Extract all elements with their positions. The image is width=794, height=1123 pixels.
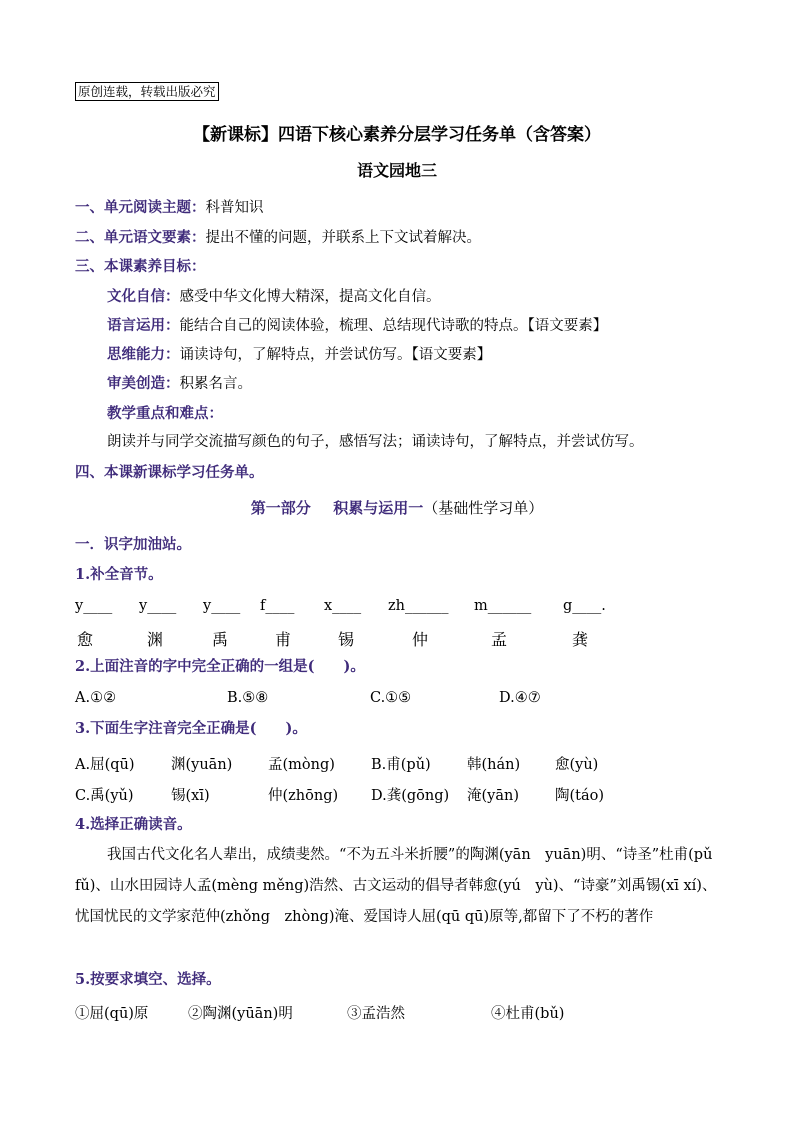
q2-option-d[interactable]: D.④⑦ [499,690,541,706]
q3-c-3: 仲(zhōng) [268,788,339,804]
char-1: 愈 [77,630,94,649]
goal-aesthetic [107,374,252,394]
char-6: 仲 [412,630,429,649]
q5-item-3: ③孟浩然 [347,1006,405,1022]
goal-thinking-value: 诵读诗句，了解特点，并尝试仿写。【语文要素】 [179,347,492,363]
blank-2[interactable]: y____ [139,598,177,614]
goal-culture [107,287,441,307]
q3-a-1[interactable]: A.屈(qū) [75,757,135,773]
q3-d-3: 陶(táo) [555,788,605,804]
goal-aesthetic-value: 积累名言。 [179,376,252,392]
q3-b-3: 愈(yù) [555,757,599,773]
question-2: 2.上面注音的字中完全正确的一组是( )。 [75,658,365,675]
blank-7[interactable]: m______ [474,598,532,614]
question-4-passage: 我国古代文化名人辈出，成绩斐然。“不为五斗米折腰”的陶渊(yān yuān)明、“诗圣”杜甫(pǔ fǔ)、山水田园诗人孟(mèng měng)浩然、古文运动的倡导者韩愈(yú yù)、“诗豪”刘禹锡(xī xí)、忧国忧民的文学家范仲(zhǒng zhòng)淹、爱国诗人屈(qū qū)原等,都留下了不朽的著作 [75,847,727,925]
question-5: 5.按要求填空、选择。 [75,971,221,988]
goal-language [107,316,607,336]
q2-option-c[interactable]: C.①⑤ [370,690,412,706]
question-4: 4.选择正确读音。 [75,816,192,833]
goal-thinking [107,345,491,365]
section-3-label: 三、本课素养目标： [75,258,206,275]
question-1: 1.补全音节。 [75,566,163,583]
q3-d-1[interactable]: D.龚(gōng) [371,788,450,804]
goal-culture-label: 文化自信： [107,288,180,305]
q5-item-2: ②陶渊(yūān)明 [188,1006,293,1022]
q3-c-1[interactable]: C.禹(yǔ) [75,788,134,804]
q3-b-2: 韩(hán) [467,757,521,773]
goal-aesthetic-label: 审美创造： [107,375,180,392]
section-1-label: 一、单元阅读主题： [75,199,206,216]
char-3: 禹 [212,630,229,649]
char-2: 渊 [147,630,164,649]
char-7: 孟 [491,630,508,649]
section-2 [75,228,481,248]
blank-4[interactable]: f____ [260,598,295,614]
goal-thinking-label: 思维能力： [107,346,180,363]
blank-5[interactable]: x____ [324,598,362,614]
part-title: 积累与运用一 [333,499,424,517]
section-1 [75,198,264,218]
section-2-value: 提出不懂的问题，并联系上下文试着解决。 [205,230,481,246]
part-heading [0,497,794,518]
q3-a-3: 孟(mòng) [268,757,335,773]
section-4-label: 四、本课新课标学习任务单。 [75,464,264,481]
goal-language-value: 能结合自己的阅读体验，梳理、总结现代诗歌的特点。【语文要素】 [179,318,608,334]
char-5: 锡 [338,630,355,649]
q3-b-1[interactable]: B.甫(pǔ) [371,757,431,773]
focus-value: 朗读并与同学交流描写颜色的句子，感悟写法；诵读诗句，了解特点，并尝试仿写。 [107,434,644,450]
blank-8[interactable]: g____. [563,598,606,614]
part-note: （基础性学习单） [423,499,544,517]
q2-option-b[interactable]: B.⑤⑧ [227,690,269,706]
q3-a-2: 渊(yuān) [171,757,233,773]
focus-label: 教学重点和难点： [107,405,223,422]
goal-language-label: 语言运用： [107,317,180,334]
question-group-head: 一．识字加油站。 [75,536,191,553]
goal-culture-value: 感受中华文化博大精深，提高文化自信。 [179,289,441,305]
q2-option-a[interactable]: A.①② [75,690,117,706]
blank-3[interactable]: y____ [203,598,241,614]
blank-1[interactable]: y____ [75,598,113,614]
section-1-value: 科普知识 [205,200,264,216]
q3-d-2: 淹(yān) [467,788,519,804]
document-title: 【新课标】四语下核心素养分层学习任务单（含答案） [193,125,601,145]
blank-6[interactable]: zh______ [388,598,449,614]
q3-c-2: 锡(xī) [171,788,210,804]
q5-item-4: ④杜甫(bǔ) [491,1006,565,1022]
char-8: 龚 [572,630,589,649]
copyright-stamp: 原创连载，转载出版必究 [75,82,219,101]
char-4: 甫 [275,630,292,649]
document-subtitle: 语文园地三 [356,161,437,180]
question-3: 3.下面生字注音完全正确是( )。 [75,720,307,737]
section-2-label: 二、单元语文要素： [75,229,206,246]
q5-item-1: ①屈(qū)原 [75,1006,149,1022]
part-label: 第一部分 [250,499,311,517]
